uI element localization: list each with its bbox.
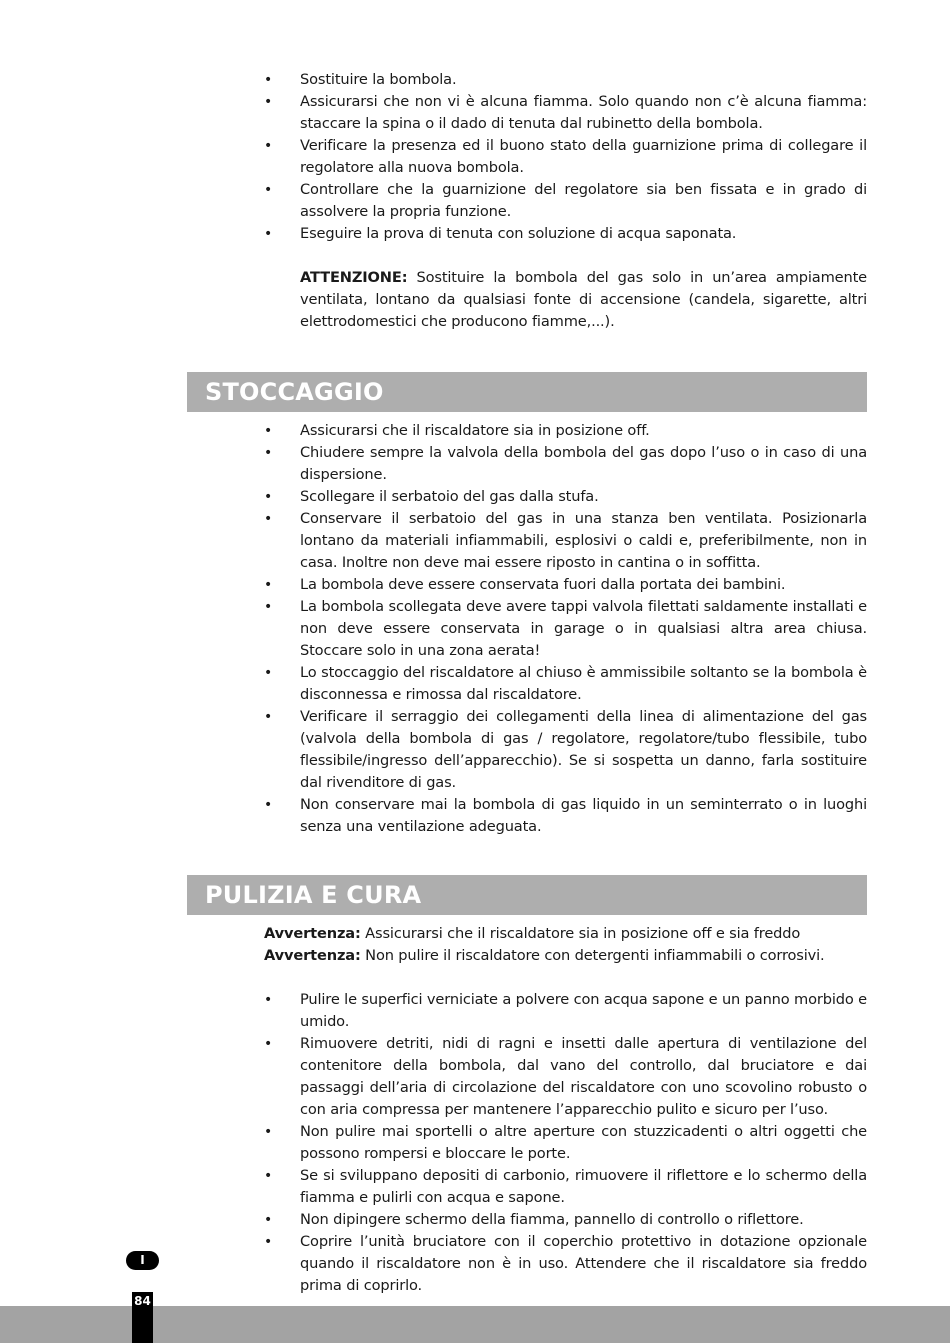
attention-text: Sostituire la bombola del gas solo in un’area ampiamente ventilata, lontano da qualsiasi fonte di accensione (candela, sigarette, altri elettrodomestici che producono fiamme,...). xyxy=(300,269,867,330)
pulizia-section xyxy=(264,989,867,1297)
warning-line xyxy=(264,923,867,945)
list-item: • Scollegare il serbatoio del gas dalla stufa. xyxy=(264,486,867,508)
warning-text: Non pulire il riscaldatore con detergenti infiammabili o corrosivi. xyxy=(360,947,825,964)
list-item: • Eseguire la prova di tenuta con soluzione di acqua saponata. xyxy=(264,223,867,245)
section-heading-pulizia xyxy=(187,875,867,915)
list-item: • Rimuovere detriti, nidi di ragni e insetti dalle apertura di ventilazione del contenitore della bombola, dal vano del controllo, dal bruciatore e dai passaggi dell’aria di circolazione del riscaldatore con uno scovolino robusto o con aria compressa per mantenere l’apparecchio pulito e sicuro per l’uso. xyxy=(264,1033,867,1121)
list-item: • La bombola deve essere conservata fuori dalla portata dei bambini. xyxy=(264,574,867,596)
list-item: • Chiudere sempre la valvola della bombola del gas dopo l’uso o in caso di una dispersione. xyxy=(264,442,867,486)
list-item: • Sostituire la bombola. xyxy=(264,69,867,91)
list-item: • Controllare che la guarnizione del regolatore sia ben fissata e in grado di assolvere la propria funzione. xyxy=(264,179,867,223)
list-item: • Se si sviluppano depositi di carbonio, rimuovere il riflettore e lo schermo della fiamma e pulirli con acqua e sapone. xyxy=(264,1165,867,1209)
language-badge: I xyxy=(126,1251,159,1270)
section-title: PULIZIA E CURA xyxy=(205,881,422,909)
attention-label: ATTENZIONE: xyxy=(300,269,408,286)
list-item: • Lo stoccaggio del riscaldatore al chiuso è ammissibile soltanto se la bombola è disconnessa e rimossa dal riscaldatore. xyxy=(264,662,867,706)
list-item: • Assicurarsi che il riscaldatore sia in posizione off. xyxy=(264,420,867,442)
list-item: • La bombola scollegata deve avere tappi valvola filettati saldamente installati e non deve essere conservata in garage o in qualsiasi altra area chiusa. Stoccare solo in una zona aerata! xyxy=(264,596,867,662)
list-item: • Coprire l’unità bruciatore con il coperchio protettivo in dotazione opzionale quando il riscaldatore non è in uso. Attendere che il riscaldatore sia freddo prima di coprirlo. xyxy=(264,1231,867,1297)
section-heading-stoccaggio xyxy=(187,372,867,412)
section-title: STOCCAGGIO xyxy=(205,378,384,406)
list-item: • Verificare il serraggio dei collegamenti della linea di alimentazione del gas (valvola della bombola di gas / regolatore, regolatore/tubo flessibile, tubo flessibile/ingresso dell’apparecchio). Se si sospetta un danno, farla sostituire dal rivenditore di gas. xyxy=(264,706,867,794)
warning-line xyxy=(264,945,867,967)
intro-list xyxy=(264,69,867,245)
intro-section xyxy=(264,69,867,245)
list-item: • Non pulire mai sportelli o altre aperture con stuzzicadenti o altri oggetti che possono rompersi e bloccare le porte. xyxy=(264,1121,867,1165)
list-item: • Verificare la presenza ed il buono stato della guarnizione prima di collegare il regolatore alla nuova bombola. xyxy=(264,135,867,179)
list-item: • Non dipingere schermo della fiamma, pannello di controllo o riflettore. xyxy=(264,1209,867,1231)
list-item: • Non conservare mai la bombola di gas liquido in un seminterrato o in luoghi senza una ventilazione adeguata. xyxy=(264,794,867,838)
stoccaggio-list xyxy=(264,420,867,838)
list-item: • Assicurarsi che non vi è alcuna fiamma. Solo quando non c’è alcuna fiamma: staccare la spina o il dado di tenuta dal rubinetto della bombola. xyxy=(264,91,867,135)
list-item: • Pulire le superfici verniciate a polvere con acqua sapone e un panno morbido e umido. xyxy=(264,989,867,1033)
warning-label: Avvertenza: xyxy=(264,925,361,942)
pulizia-list xyxy=(264,989,867,1297)
stoccaggio-section xyxy=(264,420,867,838)
page-number: 84 xyxy=(134,1294,151,1308)
list-item: • Conservare il serbatoio del gas in una stanza ben ventilata. Posizionarla lontano da materiali infiammabili, esplosivi o caldi e, preferibilmente, non in casa. Inoltre non deve mai essere riposto in cantina o in soffitta. xyxy=(264,508,867,574)
attention-note xyxy=(300,267,867,333)
warning-text: Assicurarsi che il riscaldatore sia in posizione off e sia freddo xyxy=(360,925,801,942)
warning-label: Avvertenza: xyxy=(264,947,361,964)
page-number-tab xyxy=(132,1292,153,1343)
